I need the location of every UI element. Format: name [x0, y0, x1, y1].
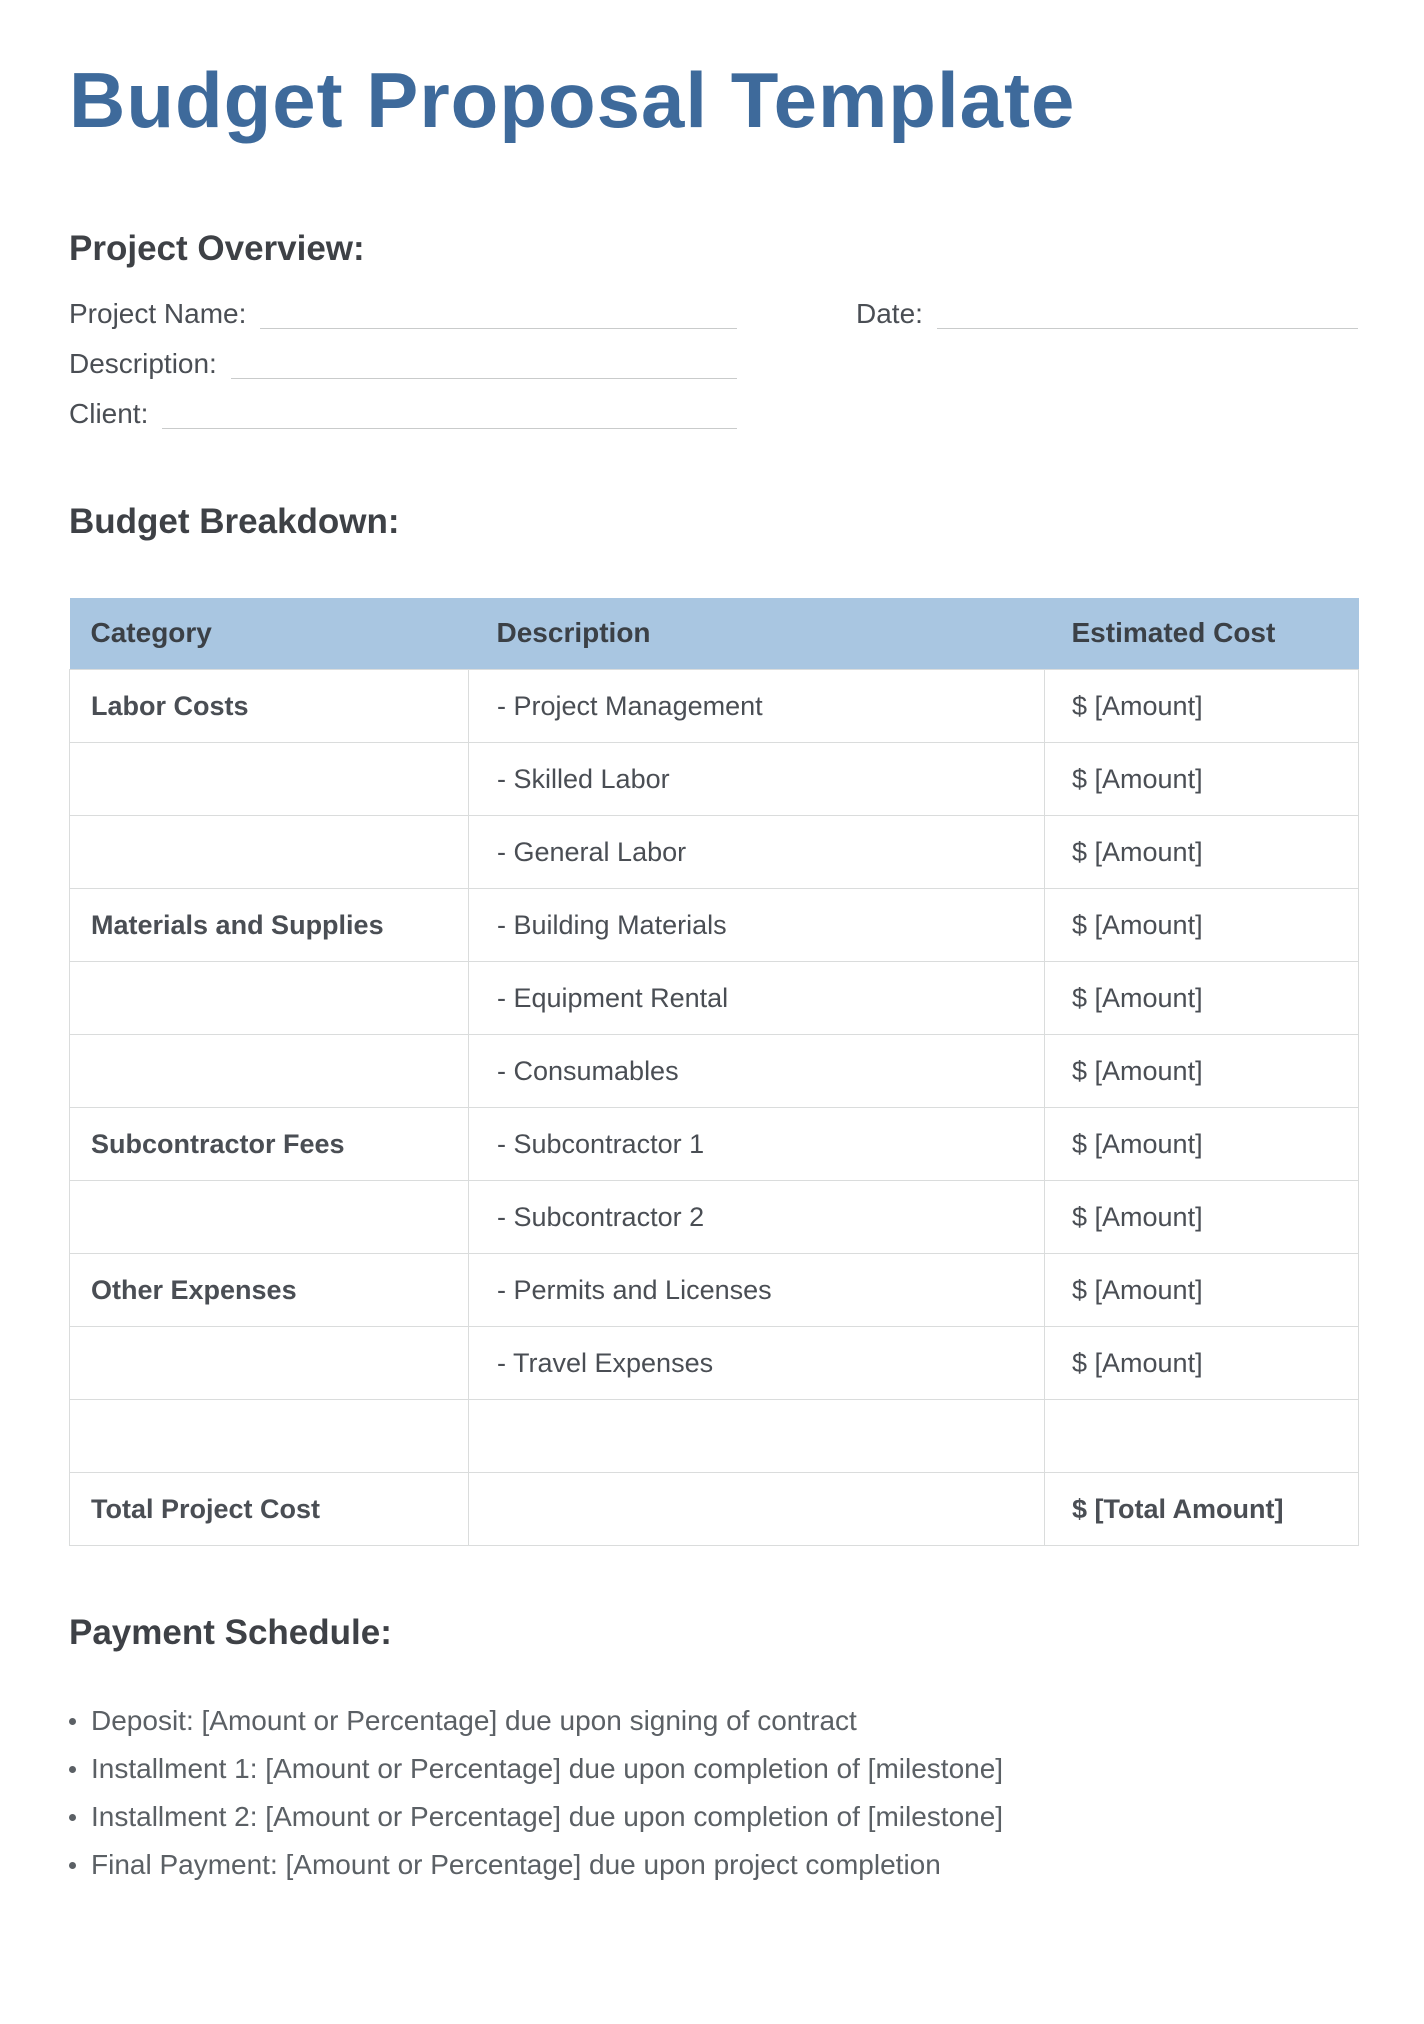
project-name-fill-line — [260, 295, 737, 329]
cell-description: - Equipment Rental — [469, 962, 1045, 1035]
client-fill-line — [162, 395, 737, 429]
field-row-description — [69, 336, 1358, 386]
cell-category — [70, 816, 469, 889]
table-row — [70, 1035, 1359, 1108]
cell-category — [70, 743, 469, 816]
cell-category — [70, 1035, 469, 1108]
payment-item-installment-1: Installment 1: [Amount or Percentage] due upon completion of [milestone] — [69, 1745, 1358, 1793]
cell-category: Labor Costs — [70, 670, 469, 743]
description-fill-line — [231, 345, 737, 379]
field-date — [856, 295, 1358, 329]
budget-table-body — [70, 670, 1359, 1546]
cell-description: - Subcontractor 1 — [469, 1108, 1045, 1181]
cell-cost: $ [Amount] — [1045, 1254, 1359, 1327]
section-heading-payment-schedule: Payment Schedule: — [69, 1613, 392, 1653]
table-row-total — [70, 1473, 1359, 1546]
section-heading-project-overview: Project Overview: — [69, 228, 365, 268]
field-project-name — [69, 295, 737, 329]
date-label: Date: — [856, 298, 923, 330]
cell-description: - Project Management — [469, 670, 1045, 743]
budget-table-header — [70, 598, 1359, 670]
field-row-name-date — [69, 286, 1358, 336]
cell-category: Subcontractor Fees — [70, 1108, 469, 1181]
cell-cost: $ [Amount] — [1045, 889, 1359, 962]
document-page — [0, 56, 1424, 2024]
client-label: Client: — [69, 398, 149, 430]
cell-cost — [1045, 1400, 1359, 1473]
table-row — [70, 889, 1359, 962]
payment-item-deposit: Deposit: [Amount or Percentage] due upon signing of contract — [69, 1697, 1358, 1745]
cell-category — [70, 1181, 469, 1254]
cell-description — [469, 1400, 1045, 1473]
payment-item-final-payment: Final Payment: [Amount or Percentage] due upon project completion — [69, 1841, 1358, 1889]
cell-cost: $ [Amount] — [1045, 1181, 1359, 1254]
project-name-label: Project Name: — [69, 298, 247, 330]
table-row — [70, 670, 1359, 743]
column-header-category: Category — [70, 598, 469, 670]
project-overview-fields — [69, 286, 1358, 436]
cell-category — [70, 1400, 469, 1473]
payment-schedule-list — [69, 1697, 1358, 1889]
cell-description: - Skilled Labor — [469, 743, 1045, 816]
table-row — [70, 962, 1359, 1035]
cell-cost: $ [Amount] — [1045, 743, 1359, 816]
column-header-estimated-cost: Estimated Cost — [1045, 598, 1359, 670]
budget-table — [69, 598, 1359, 1547]
cell-cost: $ [Amount] — [1045, 1035, 1359, 1108]
table-row — [70, 1108, 1359, 1181]
column-header-description: Description — [469, 598, 1045, 670]
field-client — [69, 395, 737, 429]
cell-description: - General Labor — [469, 816, 1045, 889]
header-row — [70, 598, 1359, 670]
document-title: Budget Proposal Template — [69, 56, 1076, 144]
cell-description: - Travel Expenses — [469, 1327, 1045, 1400]
table-row — [70, 816, 1359, 889]
cell-category — [70, 962, 469, 1035]
cell-total-label: Total Project Cost — [70, 1473, 469, 1546]
payment-item-installment-2: Installment 2: [Amount or Percentage] due upon completion of [milestone] — [69, 1793, 1358, 1841]
cell-cost: $ [Amount] — [1045, 1327, 1359, 1400]
cell-cost: $ [Amount] — [1045, 1108, 1359, 1181]
table-row — [70, 1181, 1359, 1254]
table-row — [70, 743, 1359, 816]
section-heading-budget-breakdown: Budget Breakdown: — [69, 501, 400, 541]
field-row-client — [69, 386, 1358, 436]
cell-cost: $ [Amount] — [1045, 962, 1359, 1035]
cell-category — [70, 1327, 469, 1400]
field-description — [69, 345, 737, 379]
cell-total-cost: $ [Total Amount] — [1045, 1473, 1359, 1546]
cell-category: Materials and Supplies — [70, 889, 469, 962]
cell-description: - Subcontractor 2 — [469, 1181, 1045, 1254]
cell-description: - Consumables — [469, 1035, 1045, 1108]
cell-description: - Building Materials — [469, 889, 1045, 962]
table-row — [70, 1327, 1359, 1400]
cell-description — [469, 1473, 1045, 1546]
description-label: Description: — [69, 348, 217, 380]
cell-cost: $ [Amount] — [1045, 816, 1359, 889]
cell-cost: $ [Amount] — [1045, 670, 1359, 743]
cell-description: - Permits and Licenses — [469, 1254, 1045, 1327]
date-fill-line — [937, 295, 1358, 329]
table-row — [70, 1254, 1359, 1327]
cell-category: Other Expenses — [70, 1254, 469, 1327]
table-row-empty — [70, 1400, 1359, 1473]
